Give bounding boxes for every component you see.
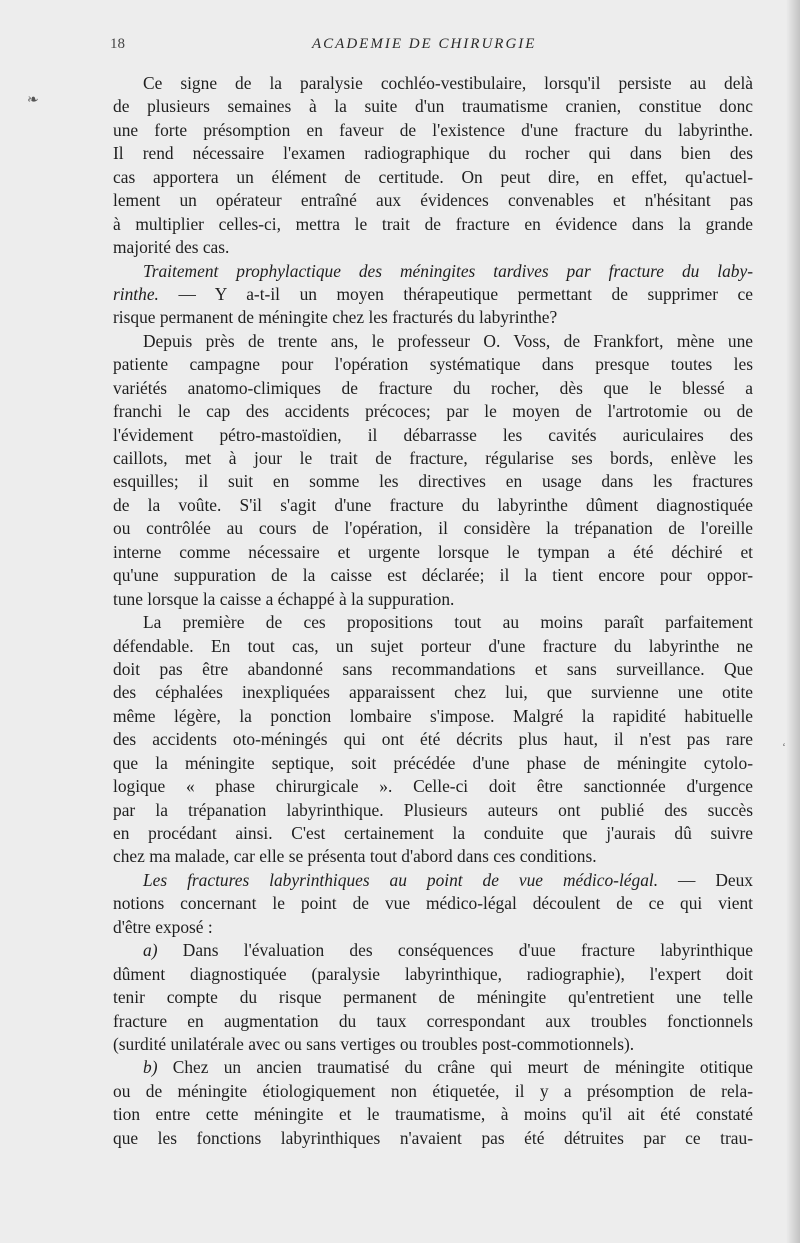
line-text: Chez un ancien traumatisé du crâne qui meurt de méningite otitique	[157, 1057, 753, 1078]
line-text: interne comme nécessaire et urgente lorsque le tympan a été déchiré et	[113, 541, 753, 562]
text-line	[113, 1033, 753, 1056]
line-text: en procédant ainsi. C'est certainement la conduite que j'aurais dû suivre	[113, 823, 753, 843]
line-text: chez ma malade, car elle se présenta tout d'abord dans ces conditions.	[113, 846, 597, 867]
line-text: de la voûte. S'il s'agit d'une fracture du labyrinthe dûment diagnostiquée	[113, 494, 753, 515]
running-title: ACADEMIE DE CHIRURGIE	[312, 36, 537, 52]
line-text: des céphalées inexpliquées apparaissent chez lui, que survienne une otite	[113, 682, 753, 703]
text-line	[113, 564, 753, 587]
text-line	[113, 705, 753, 728]
text-line	[113, 424, 753, 447]
line-text: l'évidement pétro-mastoïdien, il débarrasse les cavités auriculaires des	[113, 424, 753, 445]
margin-tick: ‘	[782, 740, 786, 754]
text-line	[113, 517, 753, 540]
text-line	[113, 611, 753, 634]
margin-ink-mark: ❧	[27, 93, 39, 108]
line-text: esquilles; il suit en somme les directives en usage dans les fractures	[113, 471, 753, 492]
line-text: patiente campagne pour l'opération systématique dans presque toutes les	[113, 354, 753, 375]
text-line	[113, 260, 753, 283]
text-line	[113, 869, 753, 892]
text-line	[113, 728, 753, 751]
line-text: caillots, met à jour le trait de fracture, régularise ses bords, enlève les	[113, 448, 753, 468]
text-line	[113, 470, 753, 493]
text-line	[113, 447, 753, 470]
line-text: majorité des cas.	[113, 237, 230, 258]
line-text: Il rend nécessaire l'examen radiographique du rocher qui dans bien des	[113, 143, 753, 164]
line-text: lement un opérateur entraîné aux évidences convenables et n'hésitant pas	[113, 190, 753, 211]
text-line	[113, 166, 753, 189]
text-line	[113, 1127, 753, 1150]
line-text: La première de ces propositions tout au moins paraît parfaitement	[143, 612, 753, 633]
line-text: par la trépanation labyrinthique. Plusieurs auteurs ont publié des succès	[113, 799, 753, 820]
line-text: (surdité unilatérale avec ou sans vertiges ou troubles post-commotionnels).	[113, 1033, 635, 1054]
italic-heading: a)	[143, 940, 158, 961]
italic-heading: Les fractures labyrinthiques au point de vue médico-légal.	[143, 869, 659, 890]
body-text	[113, 72, 753, 1150]
page-edge-shadow	[786, 0, 800, 1243]
text-line	[113, 892, 753, 915]
line-text: que la méningite septique, soit précédée d'une phase de méningite cytolo-	[113, 752, 753, 773]
line-text: cas apportera un élément de certitude. On peut dire, en effet, qu'actuel-	[113, 166, 753, 187]
italic-heading: b)	[143, 1057, 158, 1078]
line-text: dûment diagnostiquée (paralysie labyrinthique, radiographie), l'expert doit	[113, 963, 753, 984]
text-line	[113, 681, 753, 704]
text-line	[113, 752, 753, 775]
line-text: tune lorsque la caisse a échappé à la suppuration.	[113, 588, 455, 609]
text-line	[113, 142, 753, 165]
line-text: notions concernant le point de vue médico-légal découlent de ce qui vient	[113, 893, 753, 914]
text-line	[113, 377, 753, 400]
text-line	[113, 916, 753, 939]
text-line	[113, 1056, 753, 1079]
text-line	[113, 799, 753, 822]
text-line	[113, 400, 753, 423]
text-line	[113, 822, 753, 845]
text-line	[113, 353, 753, 376]
line-text: d'être exposé :	[113, 916, 213, 937]
text-line	[113, 963, 753, 986]
text-line	[113, 635, 753, 658]
line-text: Depuis près de trente ans, le professeur O. Voss, de Frankfort, mène une	[143, 330, 753, 351]
text-line	[113, 494, 753, 517]
text-line	[113, 236, 753, 259]
line-text: doit pas être abandonné sans recommandations et sans surveillance. Que	[113, 658, 753, 679]
italic-heading: Traitement prophylactique des méningites tardives par fracture du laby-	[143, 260, 753, 281]
line-text: risque permanent de méningite chez les fracturés du labyrinthe?	[113, 307, 558, 328]
line-text: ou de méningite étiologiquement non étiquetée, il y a présomption de rela-	[113, 1080, 753, 1101]
line-text: fracture en augmentation du taux correspondant aux troubles fonctionnels	[113, 1010, 753, 1031]
line-text: à multiplier celles-ci, mettra le trait de fracture en évidence dans la grande	[113, 213, 753, 234]
text-line	[113, 213, 753, 236]
text-line	[113, 330, 753, 353]
line-text: variétés anatomo-climiques de fracture du rocher, dès que le blessé a	[113, 377, 753, 398]
line-text: tion entre cette méningite et le traumatisme, à moins qu'il ait été constaté	[113, 1104, 753, 1125]
line-text: franchi le cap des accidents précoces; par le moyen de l'artrotomie ou de	[113, 401, 753, 422]
text-line	[113, 845, 753, 868]
text-line	[113, 283, 753, 306]
line-text: qu'une suppuration de la caisse est déclarée; il la tient encore pour oppor-	[113, 565, 753, 586]
page-number: 18	[110, 36, 125, 52]
line-text: logique « phase chirurgicale ». Celle-ci doit être sanctionnée d'urgence	[113, 776, 753, 797]
text-line	[113, 95, 753, 118]
line-text: Dans l'évaluation des conséquences d'uue fracture labyrinthique	[157, 940, 753, 961]
line-text: même légère, la ponction lombaire s'impose. Malgré la rapidité habituelle	[113, 705, 753, 726]
text-line	[113, 986, 753, 1009]
text-line	[113, 588, 753, 611]
text-line	[113, 306, 753, 329]
text-line	[113, 1080, 753, 1103]
italic-heading: rinthe.	[113, 283, 159, 304]
text-line	[113, 189, 753, 212]
line-text: ou contrôlée au cours de l'opération, il considère la trépanation de l'oreille	[113, 518, 753, 539]
line-text: une forte présomption en faveur de l'existence d'une fracture du labyrinthe.	[113, 119, 753, 140]
text-line	[113, 119, 753, 142]
line-text: tenir compte du risque permanent de méningite qu'entretient une telle	[113, 987, 753, 1008]
line-text: des accidents oto-méningés qui ont été décrits plus haut, il n'est pas rare	[113, 729, 753, 750]
line-text: Ce signe de la paralysie cochléo-vestibulaire, lorsqu'il persiste au delà	[143, 73, 753, 93]
line-text: — Y a-t-il un moyen thérapeutique permettant de supprimer ce	[158, 283, 753, 304]
text-line	[113, 72, 753, 95]
line-text: que les fonctions labyrinthiques n'avaient pas été détruites par ce trau-	[113, 1127, 753, 1148]
text-line	[113, 658, 753, 681]
line-text: — Deux	[658, 869, 753, 890]
text-line	[113, 1103, 753, 1126]
text-line	[113, 939, 753, 962]
line-text: de plusieurs semaines à la suite d'un traumatisme cranien, constitue donc	[113, 96, 753, 117]
text-line	[113, 775, 753, 798]
text-line	[113, 1010, 753, 1033]
line-text: défendable. En tout cas, un sujet porteur d'une fracture du labyrinthe ne	[113, 635, 753, 656]
text-line	[113, 541, 753, 564]
